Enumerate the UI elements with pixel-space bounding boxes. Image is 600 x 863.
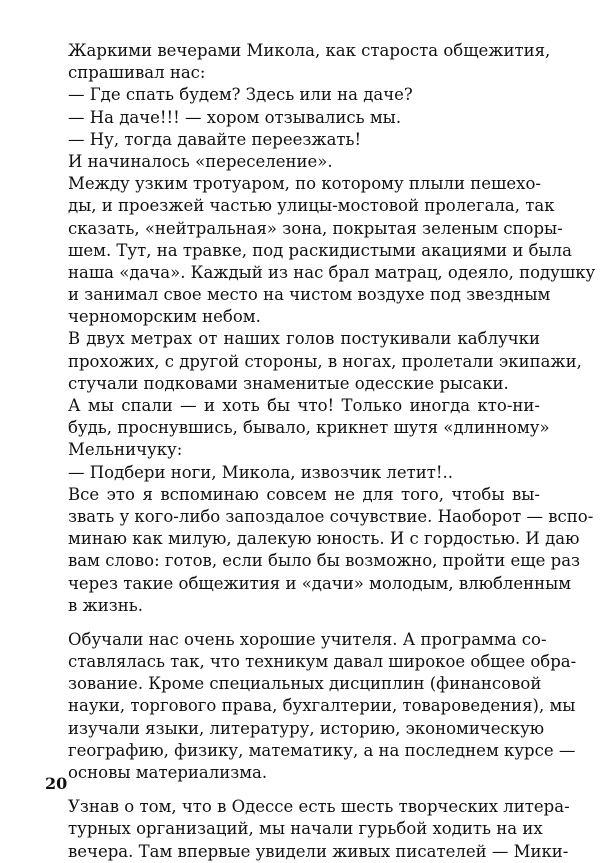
text-line: прохожих, с другой стороны, в ногах, пролетали экипажи, <box>68 351 582 371</box>
text-line: вечера. Там впервые увидели живых писателей — Мики- <box>68 841 569 861</box>
text-line: вам слово: готов, если было бы возможно, пройти еще раз <box>68 551 581 571</box>
paragraph-gap <box>68 784 540 796</box>
text-line: наша «дача». Каждый из нас брал матрац, одеяло, подушку <box>68 262 596 282</box>
text-line: минаю как милую, далекую юность. И с гордостью. И даю <box>68 529 580 549</box>
text-line: — На даче!!! — хором отзывались мы. <box>68 107 402 127</box>
text-line: через такие общежития и «дачи» молодым, влюбленным <box>68 573 572 593</box>
text-line: черноморским небом. <box>68 307 261 327</box>
text-line: науки, торгового права, бухгалтерии, товароведения), мы <box>68 696 576 716</box>
page-number: 20 <box>45 774 68 793</box>
text-line: Обучали нас очень хорошие учителя. А программа со- <box>68 629 547 649</box>
text-line: зование. Кроме специальных дисциплин (финансовой <box>68 674 542 694</box>
text-line: изучали языки, литературу, историю, экономическую <box>68 718 545 738</box>
text-line: основы материализма. <box>68 763 268 782</box>
text-line: и занимал свое место на чистом воздухе под звездным <box>68 285 551 305</box>
text-line: ставлялась так, что техникум давал широкое общее обра- <box>68 652 577 672</box>
text-line: В двух метрах от наших голов постукивали каблучки <box>68 329 540 349</box>
text-line: географию, физику, математику, а на последнем курсе — <box>68 740 576 760</box>
text-line: спрашивал нас: <box>68 63 206 83</box>
text-line: Жаркими вечерами Микола, как староста общежития, <box>68 41 551 60</box>
text-line: стучали подковами знаменитые одесские рысаки. <box>68 373 509 393</box>
text-line: в жизнь. <box>68 595 143 615</box>
text-line: шем. Тут, на травке, под раскидистыми акациями и была <box>68 240 572 260</box>
text-line: Мельничуку: <box>68 440 183 460</box>
page-text <box>68 40 596 863</box>
text-line: — Подбери ноги, Микола, извозчик летит!.. <box>68 462 454 482</box>
text-line: — Ну, тогда давайте переезжать! <box>68 129 362 149</box>
text-line: Между узким тротуаром, по которому плыли пешехо- <box>68 174 541 194</box>
text-line: Узнав о том, что в Одессе есть шесть творческих литера- <box>68 797 570 817</box>
text-line: А мы спали — и хоть бы что! Только иногда кто-ни- <box>68 396 540 415</box>
text-line: звать у кого-либо запоздалое сочувствие. Наоборот — вспо- <box>68 506 594 526</box>
text-line: сказать, «нейтральная» зона, покрытая зеленым споры- <box>68 218 563 238</box>
paragraph-gap <box>68 617 540 629</box>
text-line: турных организаций, мы начали гурьбой ходить на их <box>68 819 543 839</box>
text-line: — Где спать будем? Здесь или на даче? <box>68 85 413 105</box>
text-line: будь, проснувшись, бывало, крикнет шутя «длинному» <box>68 418 550 438</box>
text-line: ды, и проезжей частью улицы-мостовой пролегала, так <box>68 196 555 216</box>
text-line: И начиналось «переселение». <box>68 151 333 171</box>
text-line: Все это я вспоминаю совсем не для того, чтобы вы- <box>68 484 540 504</box>
